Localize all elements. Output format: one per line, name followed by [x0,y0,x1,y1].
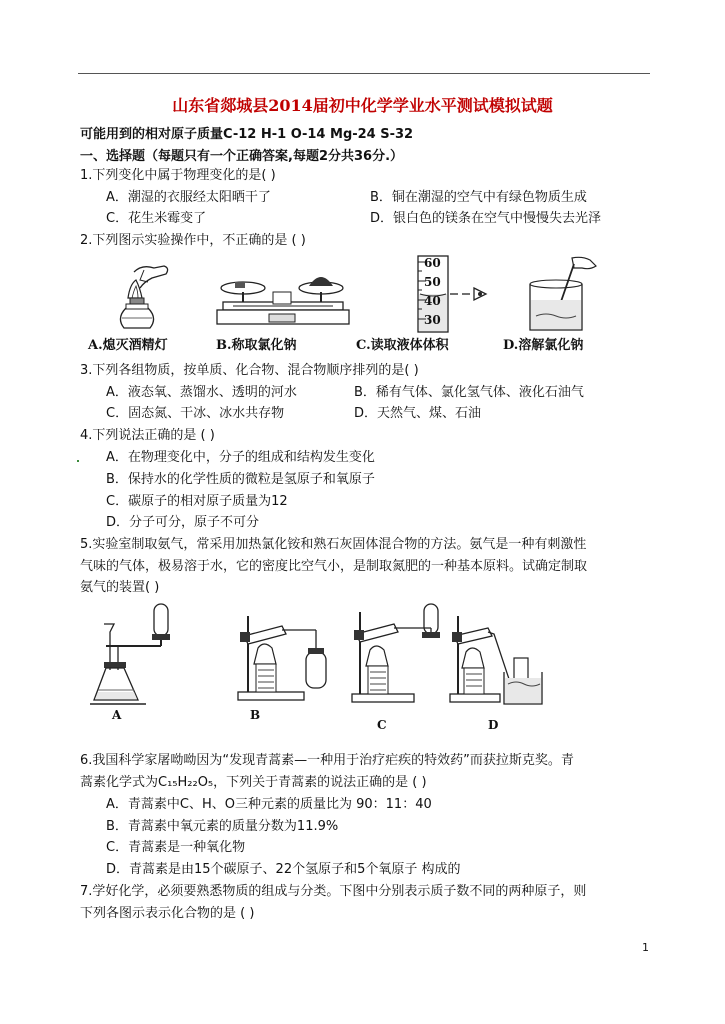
q4-option-b: B．保持水的化学性质的微粒是氢原子和氧原子 [106,472,375,487]
q3-stem: 3.下列各组物质，按单质、化合物、混合物顺序排列的是( ) [80,363,419,378]
q2-caption-d: D.溶解氯化钠 [503,338,584,353]
q4-option-c: C．碳原子的相对原子质量为12 [106,494,288,509]
q3-option-b: B．稀有气体、氯化氢气体、液化石油气 [354,385,584,400]
q6-line2: 蒿素化学式为C₁₅H₂₂O₅，下列关于青蒿素的说法正确的是 ( ) [80,775,427,790]
q4-option-a: A．在物理变化中，分子的组成和结构发生变化 [106,450,375,465]
apparatus-label-d: D [488,718,499,732]
q6-line1: 6.我国科学家屠呦呦因为“发现青蒿素—一种用于治疗疟疾的特效药”而获拉斯克奖。青 [80,753,574,768]
q4-stem: 4.下列说法正确的是 ( ) [80,428,215,443]
dissolving-figure [516,254,606,334]
graduated-cylinder-figure [398,254,498,334]
apparatus-c-figure [350,600,450,720]
apparatus-a-figure [90,600,190,710]
q6-option-c: C．青蒿素是一种氧化物 [106,840,246,855]
page-title: 山东省郯城县2014届初中化学学业水平测试模拟试题 [172,96,553,115]
stray-mark [77,460,79,462]
tick-30: 30 [424,313,441,327]
q3-option-a: A．液态氧、蒸馏水、透明的河水 [106,385,297,400]
q1-stem: 1.下列变化中属于物理变化的是( ) [80,168,276,183]
tick-50: 50 [424,275,441,289]
apparatus-label-b: B [250,708,261,722]
q6-option-b: B．青蒿素中氧元素的质量分数为11.9% [106,819,339,834]
q7-line1: 7.学好化学，必须要熟悉物质的组成与分类。下图中分别表示质子数不同的两种原子，则 [80,884,587,899]
balance-figure [213,262,353,334]
q2-stem: 2.下列图示实验操作中，不正确的是 ( ) [80,233,306,248]
apparatus-d-figure [448,600,548,720]
page-number: 1 [642,941,649,954]
alcohol-lamp-figure [104,258,194,338]
q1-option-a: A．潮湿的衣服经太阳晒干了 [106,190,271,205]
q2-caption-a: A.熄灭酒精灯 [88,338,168,353]
tick-60: 60 [424,256,441,270]
q5-line2: 气味的气体，极易溶于水，它的密度比空气小，是制取氮肥的一种基本原料。试确定制取 [80,559,588,574]
q3-option-d: D．天然气、煤、石油 [354,406,482,421]
q6-option-a: A．青蒿素中C、H、O三种元素的质量比为 90：11：40 [106,797,432,812]
q1-option-d: D．银白色的镁条在空气中慢慢失去光泽 [370,211,602,226]
header-rule [78,73,650,74]
q2-caption-c: C.读取液体体积 [356,338,449,353]
apparatus-b-figure [220,600,350,710]
section-heading: 一、选择题（每题只有一个正确答案,每题2分共36分.） [80,149,404,164]
q7-line2: 下列各图示表示化合物的是 ( ) [80,906,255,921]
q3-option-c: C．固态氮、干冰、冰水共存物 [106,406,285,421]
tick-40: 40 [424,294,441,308]
apparatus-label-c: C [377,718,387,732]
atomic-mass-line: 可能用到的相对原子质量C-12 H-1 O-14 Mg-24 S-32 [80,127,414,142]
q5-line3: 氨气的装置( ) [80,580,160,595]
apparatus-label-a: A [112,708,122,722]
q6-option-d: D．青蒿素是由15个碳原子、22个氢原子和5个氧原子 构成的 [106,862,461,877]
q1-option-c: C．花生米霉变了 [106,211,207,226]
q1-option-b: B．铜在潮湿的空气中有绿色物质生成 [370,190,587,205]
q2-caption-b: B.称取氯化钠 [216,338,297,353]
q5-line1: 5.实验室制取氨气，常采用加热氯化铵和熟石灰固体混合物的方法。氨气是一种有刺激性 [80,537,587,552]
q4-option-d: D．分子可分，原子不可分 [106,515,260,530]
